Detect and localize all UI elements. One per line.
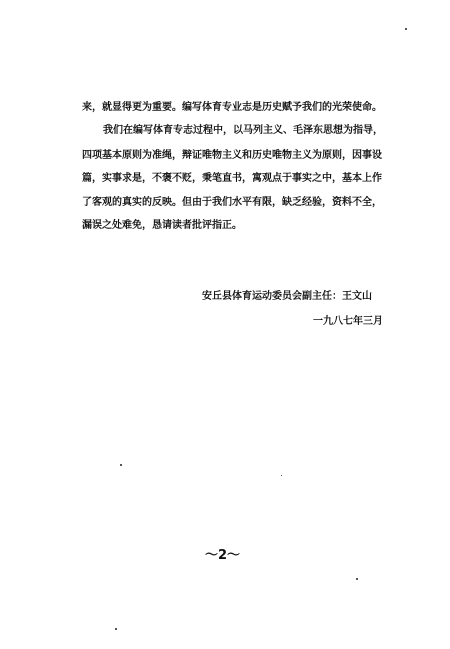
body-line-4: 篇，实事求是，不褒不贬，秉笔直书，寓观点于事实之中，基本上作 — [82, 173, 382, 184]
body-line-3: 四项基本原则为准绳，辩证唯物主义和历史唯物主义为原则，因事设 — [82, 150, 382, 161]
signature: 安丘县体育运动委员会副主任：王文山 — [202, 291, 372, 302]
signature-date: 一九八七年三月 — [313, 316, 383, 327]
page-number: ～2～ — [205, 548, 241, 563]
body-line-6: 漏误之处难免，恳请读者批评指正。 — [82, 220, 242, 231]
scan-speck — [356, 578, 358, 580]
scan-speck — [281, 475, 282, 476]
body-line-2: 我们在编写体育专志过程中，以马列主义、毛泽东思想为指导， — [103, 125, 383, 136]
scan-speck — [405, 28, 407, 30]
scan-speck — [120, 464, 122, 466]
body-line-5: 了客观的真实的反映。但由于我们水平有限，缺乏经验，资料不全， — [82, 197, 382, 208]
body-line-1: 来，就显得更为重要。编写体育专业志是历史赋予我们的光荣使命。 — [82, 102, 382, 113]
scan-speck — [115, 628, 117, 630]
